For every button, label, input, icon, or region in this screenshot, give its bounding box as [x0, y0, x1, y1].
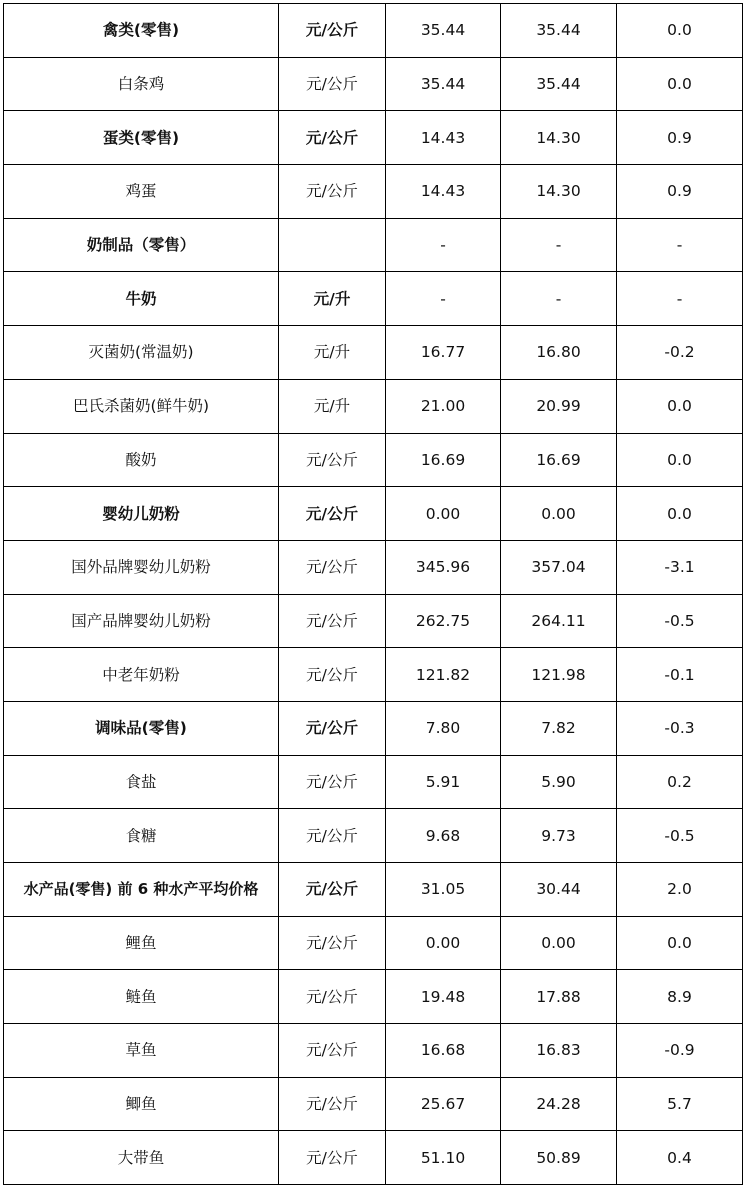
table-row — [4, 755, 743, 809]
previous-price-cell: - — [501, 218, 617, 272]
item-name-cell: 食盐 — [4, 755, 279, 809]
table-row — [4, 379, 743, 433]
table-row — [4, 433, 743, 487]
previous-price-cell: - — [501, 272, 617, 326]
current-price-cell: 7.80 — [386, 701, 501, 755]
item-name-cell: 禽类(零售) — [4, 4, 279, 58]
current-price-cell: 5.91 — [386, 755, 501, 809]
current-price-cell: 16.68 — [386, 1024, 501, 1078]
current-price-cell: 16.77 — [386, 326, 501, 380]
change-percent-cell: 0.9 — [617, 111, 743, 165]
unit-cell: 元/公斤 — [279, 57, 386, 111]
change-percent-cell: 8.9 — [617, 970, 743, 1024]
change-percent-cell: 0.0 — [617, 433, 743, 487]
table-row — [4, 916, 743, 970]
unit-cell: 元/公斤 — [279, 970, 386, 1024]
item-name-cell: 酸奶 — [4, 433, 279, 487]
current-price-cell: 345.96 — [386, 540, 501, 594]
current-price-cell: 0.00 — [386, 916, 501, 970]
change-percent-cell: -0.5 — [617, 594, 743, 648]
item-name-cell: 巴氏杀菌奶(鲜牛奶) — [4, 379, 279, 433]
current-price-cell: 25.67 — [386, 1077, 501, 1131]
unit-cell — [279, 218, 386, 272]
unit-cell: 元/公斤 — [279, 863, 386, 917]
table-row — [4, 4, 743, 58]
unit-cell: 元/公斤 — [279, 540, 386, 594]
unit-cell: 元/公斤 — [279, 1024, 386, 1078]
current-price-cell: 35.44 — [386, 57, 501, 111]
change-percent-cell: - — [617, 272, 743, 326]
previous-price-cell: 30.44 — [501, 863, 617, 917]
change-percent-cell: 0.9 — [617, 165, 743, 219]
change-percent-cell: 2.0 — [617, 863, 743, 917]
table-row — [4, 1024, 743, 1078]
table-row — [4, 165, 743, 219]
table-row — [4, 648, 743, 702]
table-row — [4, 1077, 743, 1131]
previous-price-cell: 9.73 — [501, 809, 617, 863]
change-percent-cell: 0.0 — [617, 4, 743, 58]
previous-price-cell: 16.80 — [501, 326, 617, 380]
item-name-cell: 食糖 — [4, 809, 279, 863]
current-price-cell: - — [386, 272, 501, 326]
current-price-cell: 35.44 — [386, 4, 501, 58]
current-price-cell: 19.48 — [386, 970, 501, 1024]
unit-cell: 元/公斤 — [279, 165, 386, 219]
change-percent-cell: -3.1 — [617, 540, 743, 594]
table-row — [4, 57, 743, 111]
unit-cell: 元/公斤 — [279, 433, 386, 487]
unit-cell: 元/公斤 — [279, 1131, 386, 1185]
table-row — [4, 594, 743, 648]
table-row — [4, 540, 743, 594]
previous-price-cell: 16.83 — [501, 1024, 617, 1078]
previous-price-cell: 16.69 — [501, 433, 617, 487]
current-price-cell: 14.43 — [386, 111, 501, 165]
unit-cell: 元/公斤 — [279, 111, 386, 165]
table-row — [4, 1131, 743, 1185]
table-row — [4, 970, 743, 1024]
change-percent-cell: - — [617, 218, 743, 272]
item-name-cell: 水产品(零售) 前 6 种水产平均价格 — [4, 863, 279, 917]
item-name-cell: 鲫鱼 — [4, 1077, 279, 1131]
unit-cell: 元/公斤 — [279, 755, 386, 809]
unit-cell: 元/公斤 — [279, 4, 386, 58]
previous-price-cell: 121.98 — [501, 648, 617, 702]
previous-price-cell: 14.30 — [501, 165, 617, 219]
price-table — [3, 3, 743, 1185]
item-name-cell: 白条鸡 — [4, 57, 279, 111]
item-name-cell: 蛋类(零售) — [4, 111, 279, 165]
previous-price-cell: 50.89 — [501, 1131, 617, 1185]
unit-cell: 元/公斤 — [279, 594, 386, 648]
table-row — [4, 272, 743, 326]
table-row — [4, 326, 743, 380]
current-price-cell: 0.00 — [386, 487, 501, 541]
table-row — [4, 487, 743, 541]
item-name-cell: 草鱼 — [4, 1024, 279, 1078]
item-name-cell: 调味品(零售) — [4, 701, 279, 755]
unit-cell: 元/公斤 — [279, 809, 386, 863]
previous-price-cell: 0.00 — [501, 487, 617, 541]
change-percent-cell: 0.0 — [617, 487, 743, 541]
unit-cell: 元/升 — [279, 379, 386, 433]
unit-cell: 元/升 — [279, 272, 386, 326]
item-name-cell: 鸡蛋 — [4, 165, 279, 219]
previous-price-cell: 357.04 — [501, 540, 617, 594]
change-percent-cell: -0.2 — [617, 326, 743, 380]
item-name-cell: 奶制品（零售） — [4, 218, 279, 272]
previous-price-cell: 7.82 — [501, 701, 617, 755]
item-name-cell: 牛奶 — [4, 272, 279, 326]
unit-cell: 元/公斤 — [279, 487, 386, 541]
current-price-cell: 14.43 — [386, 165, 501, 219]
change-percent-cell: -0.9 — [617, 1024, 743, 1078]
table-row — [4, 218, 743, 272]
previous-price-cell: 5.90 — [501, 755, 617, 809]
change-percent-cell: 0.0 — [617, 379, 743, 433]
unit-cell: 元/公斤 — [279, 916, 386, 970]
current-price-cell: 262.75 — [386, 594, 501, 648]
current-price-cell: 31.05 — [386, 863, 501, 917]
item-name-cell: 灭菌奶(常温奶) — [4, 326, 279, 380]
previous-price-cell: 17.88 — [501, 970, 617, 1024]
previous-price-cell: 20.99 — [501, 379, 617, 433]
previous-price-cell: 264.11 — [501, 594, 617, 648]
table-row — [4, 863, 743, 917]
table-row — [4, 701, 743, 755]
previous-price-cell: 35.44 — [501, 4, 617, 58]
item-name-cell: 婴幼儿奶粉 — [4, 487, 279, 541]
table-row — [4, 809, 743, 863]
change-percent-cell: -0.5 — [617, 809, 743, 863]
item-name-cell: 国产品牌婴幼儿奶粉 — [4, 594, 279, 648]
current-price-cell: 121.82 — [386, 648, 501, 702]
item-name-cell: 大带鱼 — [4, 1131, 279, 1185]
current-price-cell: 21.00 — [386, 379, 501, 433]
item-name-cell: 国外品牌婴幼儿奶粉 — [4, 540, 279, 594]
change-percent-cell: 0.0 — [617, 57, 743, 111]
previous-price-cell: 14.30 — [501, 111, 617, 165]
current-price-cell: 16.69 — [386, 433, 501, 487]
current-price-cell: 9.68 — [386, 809, 501, 863]
current-price-cell: - — [386, 218, 501, 272]
previous-price-cell: 35.44 — [501, 57, 617, 111]
unit-cell: 元/升 — [279, 326, 386, 380]
unit-cell: 元/公斤 — [279, 701, 386, 755]
current-price-cell: 51.10 — [386, 1131, 501, 1185]
change-percent-cell: 0.4 — [617, 1131, 743, 1185]
change-percent-cell: -0.1 — [617, 648, 743, 702]
item-name-cell: 鲢鱼 — [4, 970, 279, 1024]
unit-cell: 元/公斤 — [279, 1077, 386, 1131]
previous-price-cell: 24.28 — [501, 1077, 617, 1131]
item-name-cell: 鲤鱼 — [4, 916, 279, 970]
change-percent-cell: 5.7 — [617, 1077, 743, 1131]
change-percent-cell: 0.0 — [617, 916, 743, 970]
unit-cell: 元/公斤 — [279, 648, 386, 702]
table-row — [4, 111, 743, 165]
item-name-cell: 中老年奶粉 — [4, 648, 279, 702]
change-percent-cell: -0.3 — [617, 701, 743, 755]
table-body — [4, 4, 743, 1185]
previous-price-cell: 0.00 — [501, 916, 617, 970]
change-percent-cell: 0.2 — [617, 755, 743, 809]
